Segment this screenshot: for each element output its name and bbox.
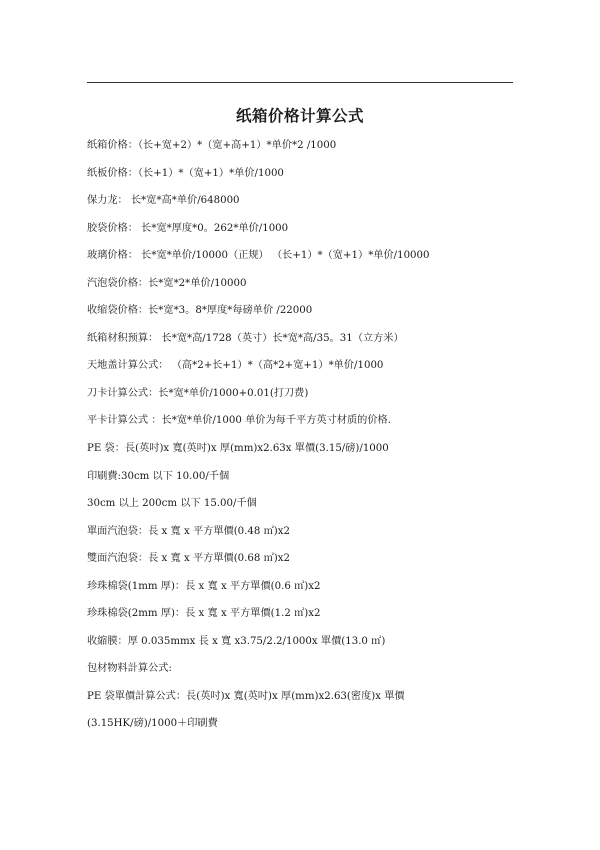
formula-single-bubble-bag: 單面汽泡袋：長 x 寬 x 平方單價(0.48 ㎡)x2 xyxy=(87,525,290,537)
header-rule xyxy=(87,82,513,83)
formula-pe-bag-unit-price: PE 袋單價計算公式：長(英吋)x 寬(英吋)x 厚(mm)x2.63(密度)x 單價 xyxy=(87,690,405,702)
printing-fee-30-200cm: 30cm 以上 200cm 以下 15.00/千個 xyxy=(87,498,257,510)
document-title: 纸箱价格计算公式 xyxy=(235,106,364,125)
section-heading-packaging: 包材物料計算公式: xyxy=(87,663,172,675)
formula-carton-volume: 纸箱材积预算： 长*宽*高/1728（英寸）长*宽*高/35。31（立方米） xyxy=(87,332,404,344)
formula-die-cut-card: 刀卡计算公式：长*宽*单价/1000+0.01(打刀费) xyxy=(87,387,309,399)
document-body xyxy=(87,138,517,744)
formula-flat-card: 平卡计算公式 ：长*宽*单价/1000 单价为每千平方英寸材质的价格. xyxy=(87,415,391,427)
formula-pe-bag: PE 袋：長(英吋)x 寬(英吋)x 厚(mm)x2.63x 單價(3.15/磅)/1000 xyxy=(87,443,389,455)
printing-fee-under-30cm: 印刷費:30cm 以下 10.00/千個 xyxy=(87,470,230,482)
formula-board-price: 纸板价格：（长+1）*（宽+1）*单价/1000 xyxy=(87,167,284,179)
formula-glass-price: 玻璃价格： 长*宽*单价/10000（正规） （长+1）*（宽+1）*单价/10000 xyxy=(87,250,430,262)
formula-carton-price: 纸箱价格：（长+宽+2）*（宽+高+1）*单价*2 /1000 xyxy=(87,140,337,151)
formula-pearl-foam-2mm: 珍珠棉袋(2mm 厚)：長 x 寬 x 平方單價(1.2 ㎡)x2 xyxy=(87,608,321,620)
formula-pe-bag-unit-price-cont: (3.15HK/磅)/1000＋印刷費 xyxy=(87,718,218,730)
formula-pearl-foam-1mm: 珍珠棉袋(1mm 厚)：長 x 寬 x 平方單價(0.6 ㎡)x2 xyxy=(87,580,321,592)
formula-plastic-bag-price: 胶袋价格： 长*宽*厚度*0。262*单价/1000 xyxy=(87,222,289,234)
formula-double-bubble-bag: 雙面汽泡袋：長 x 寬 x 平方單價(0.68 ㎡)x2 xyxy=(87,553,290,565)
formula-shrink-film: 收縮膜：厚 0.035mmx 長 x 寬 x3.75/2.2/1000x 單價(13.0 ㎡) xyxy=(87,635,386,647)
formula-bubble-bag-price: 汽泡袋价格：长*宽*2*单价/10000 xyxy=(87,277,247,289)
formula-lid-box: 天地盖计算公式： （高*2+长+1）*（高*2+宽+1）*单价/1000 xyxy=(87,360,384,372)
formula-styrofoam: 保力龙： 长*宽*高*单价/648000 xyxy=(87,195,240,207)
formula-shrink-bag-price: 收缩袋价格：长*宽*3。8*厚度*每磅单价 /22000 xyxy=(87,305,313,317)
